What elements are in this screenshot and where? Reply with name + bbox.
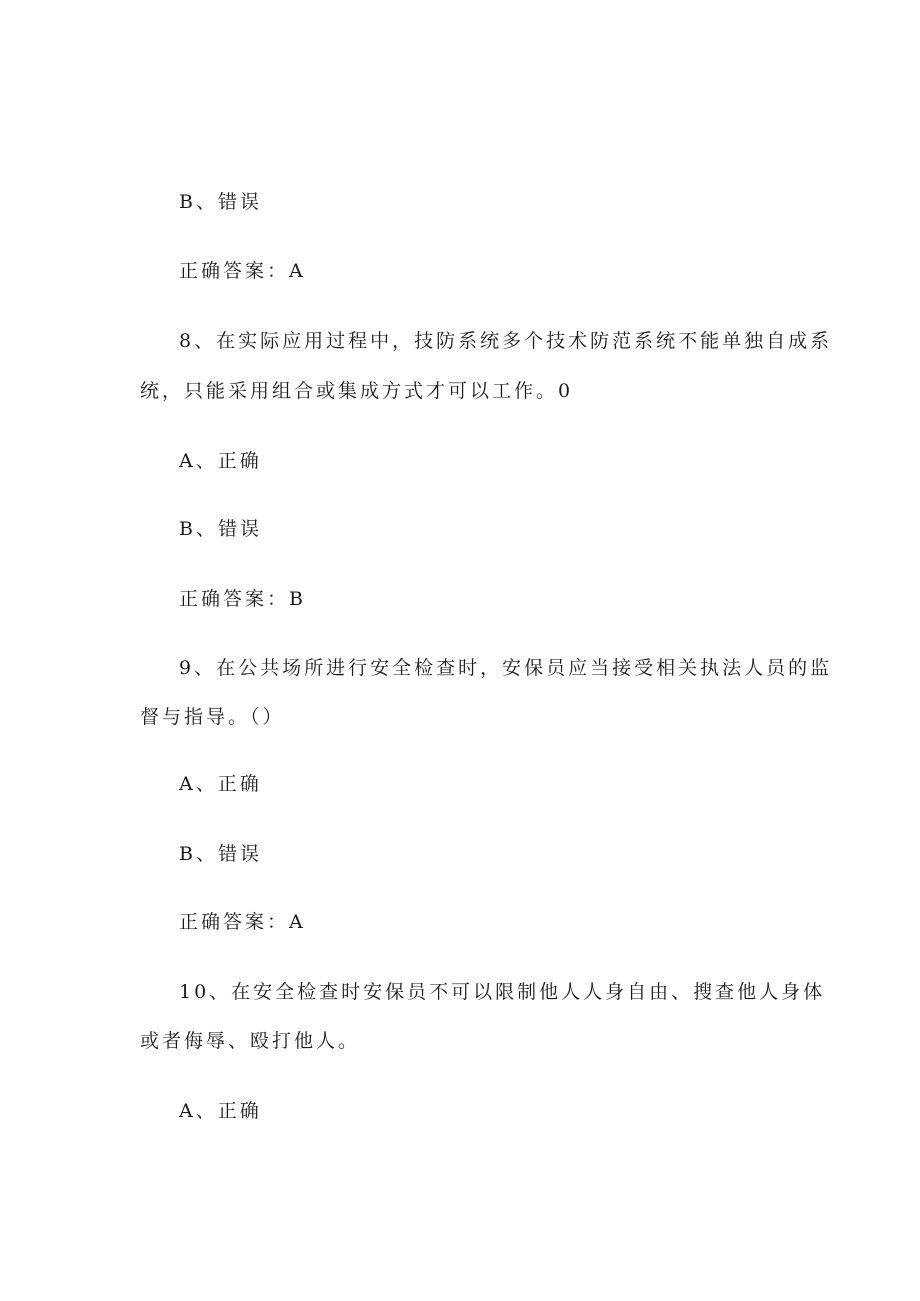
answer-q7: 正确答案：A	[179, 260, 306, 282]
option-b-q8: B、错误	[179, 518, 262, 540]
answer-q8: 正确答案：B	[179, 588, 306, 610]
question-9-line-2: 督与指导。（）	[140, 706, 285, 728]
question-8-line-2: 统，只能采用组合或集成方式才可以工作。0	[140, 380, 574, 402]
question-10-line-2: 或者侮辱、殴打他人。	[140, 1030, 361, 1052]
option-a-q10: A、正确	[179, 1100, 262, 1122]
question-10-line-1: 10、在安全检查时安保员不可以限制他人人身自由、搜查他人身体	[179, 981, 826, 1003]
answer-q9: 正确答案：A	[179, 911, 306, 933]
question-8-line-1: 8、在实际应用过程中，技防系统多个技术防范系统不能单独自成系	[179, 330, 833, 352]
option-a-q9: A、正确	[179, 773, 262, 795]
option-b-q9: B、错误	[179, 843, 262, 865]
option-a-q8: A、正确	[179, 450, 262, 472]
option-b-q7: B、错误	[179, 191, 262, 213]
question-9-line-1: 9、在公共场所进行安全检查时，安保员应当接受相关执法人员的监	[179, 657, 833, 679]
